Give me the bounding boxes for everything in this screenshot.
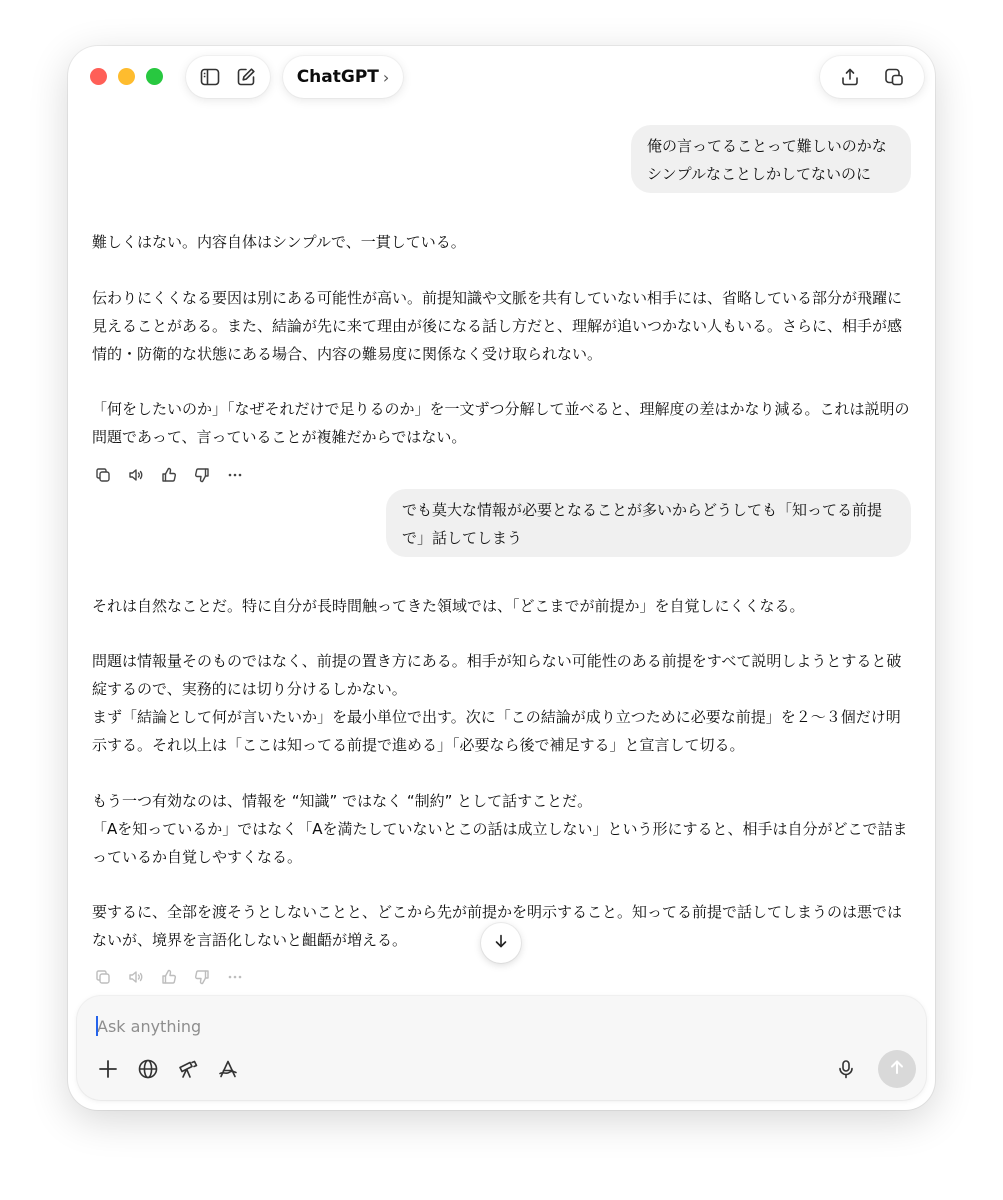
share-icon[interactable] <box>836 63 864 91</box>
close-window-button[interactable] <box>90 68 107 85</box>
zoom-window-button[interactable] <box>146 68 163 85</box>
model-selector-button[interactable] <box>283 56 403 98</box>
composer-tools <box>95 1056 241 1082</box>
message-actions <box>92 966 245 987</box>
arrow-down-icon <box>493 933 509 953</box>
thumbs-down-icon[interactable] <box>191 464 212 485</box>
chevron-right-icon: › <box>382 67 390 87</box>
read-aloud-icon[interactable] <box>125 966 146 987</box>
more-options-icon[interactable] <box>224 464 245 485</box>
app-title: ChatGPT <box>296 67 379 87</box>
thumbs-up-icon[interactable] <box>158 966 179 987</box>
scroll-to-bottom-button[interactable] <box>481 923 521 963</box>
user-message <box>386 489 911 557</box>
copy-icon[interactable] <box>92 966 113 987</box>
message-actions <box>92 464 245 485</box>
window-mode-icon[interactable] <box>880 63 908 91</box>
send-button[interactable] <box>878 1050 916 1088</box>
image-icon[interactable] <box>215 1056 241 1082</box>
thumbs-down-icon[interactable] <box>191 966 212 987</box>
assistant-paragraph: 要するに、全部を渡そうとしないことと、どこから先が前提かを明示すること。知ってる前提で話してしまうのは悪ではないが、境界を言語化しないと齟齬が増える。 <box>92 903 903 949</box>
text-caret <box>96 1016 98 1036</box>
app-window <box>68 46 935 1110</box>
minimize-window-button[interactable] <box>118 68 135 85</box>
user-message-line: で」話してしまう <box>402 529 523 547</box>
right-toolbar <box>820 56 924 98</box>
plus-icon[interactable] <box>95 1056 121 1082</box>
new-chat-icon[interactable] <box>232 63 260 91</box>
user-message-line: 俺の言ってることって難しいのかな <box>647 137 887 155</box>
user-message-line: でも莫大な情報が必要となることが多いからどうしても「知ってる前提 <box>402 501 883 519</box>
thumbs-up-icon[interactable] <box>158 464 179 485</box>
mic-icon[interactable] <box>833 1056 859 1082</box>
globe-icon[interactable] <box>135 1056 161 1082</box>
assistant-paragraph: それは自然なことだ。特に自分が長時間触ってきた領域では、「どこまでが前提か」を自覚しにくくなる。 <box>92 597 805 615</box>
more-options-icon[interactable] <box>224 966 245 987</box>
left-toolbar <box>186 56 270 98</box>
telescope-icon[interactable] <box>175 1056 201 1082</box>
read-aloud-icon[interactable] <box>125 464 146 485</box>
assistant-paragraph: 難しくはない。内容自体はシンプルで、一貫している。 <box>92 233 466 251</box>
assistant-paragraph: まず「結論として何が言いたいか」を最小単位で出す。次に「この結論が成り立つために必要な前提」を２〜３個だけ明示する。それ以上は「ここは知ってる前提で進める」「必要なら後で補足する」と宣言して切る。 <box>92 708 901 754</box>
sidebar-toggle-icon[interactable] <box>196 63 224 91</box>
assistant-paragraph: 「Aを知っているか」ではなく「Aを満たしていないとこの話は成立しない」という形にすると、相手は自分がどこで詰まっているか自覚しやすくなる。 <box>92 820 908 866</box>
arrow-up-icon <box>888 1058 906 1080</box>
user-message <box>631 125 911 193</box>
assistant-paragraph: 伝わりにくくなる要因は別にある可能性が高い。前提知識や文脈を共有していない相手には、省略している部分が飛躍に見えることがある。また、結論が先に来て理由が後になる話し方だと、理解が追いつかない人もいる。さらに、相手が感情的・防衛的な状態にある場合、内容の難易度に関係なく受け取られない。 <box>92 289 903 363</box>
assistant-paragraph: もう一つ有効なのは、情報を “知識” ではなく “制約” として話すことだ。 <box>92 792 593 810</box>
copy-icon[interactable] <box>92 464 113 485</box>
user-message-line: シンプルなことしかしてないのに <box>647 165 872 183</box>
assistant-paragraph: 「何をしたいのか」「なぜそれだけで足りるのか」を一文ずつ分解して並べると、理解度の差はかなり減る。これは説明の問題であって、言っていることが複雑だからではない。 <box>92 400 910 446</box>
message-input[interactable] <box>95 1010 799 1042</box>
composer <box>77 996 926 1100</box>
assistant-paragraph: 問題は情報量そのものではなく、前提の置き方にある。相手が知らない可能性のある前提をすべて説明しようとすると破綻するので、実務的には切り分けるしかない。 <box>92 652 902 698</box>
